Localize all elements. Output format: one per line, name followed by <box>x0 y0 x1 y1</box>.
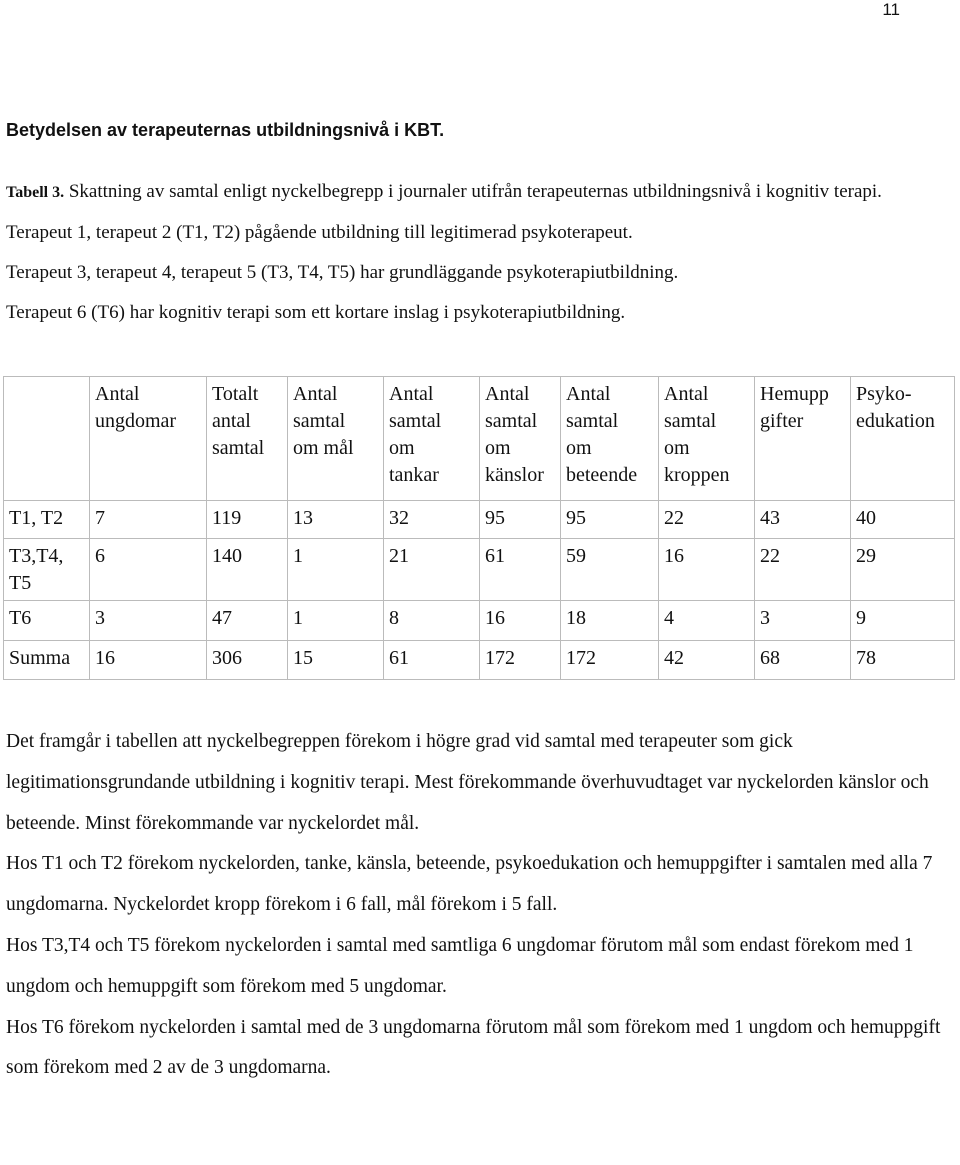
table-cell: 78 <box>851 641 955 680</box>
table-cell: 1 <box>288 601 384 641</box>
paragraph: Det framgår i tabellen att nyckelbegreppen förekom i högre grad vid samtal med terapeuter som gick legitimationsgrundande utbildning i kognitiv terapi. Mest förekommande överhuvudtaget var nyckelorden känslor och beteende. Minst förekommande var nyckelordet mål. <box>6 731 929 834</box>
row-label: T6 <box>4 601 90 641</box>
table-cell: 16 <box>480 601 561 641</box>
table-cell: 16 <box>659 539 755 601</box>
header-cell: Antal ungdomar <box>90 377 207 501</box>
table-cell: 95 <box>480 501 561 539</box>
page-number: 11 <box>882 0 900 19</box>
table-cell: 7 <box>90 501 207 539</box>
header-cell <box>4 377 90 501</box>
table-cell: 18 <box>561 601 659 641</box>
header-cell: Antal samtal om mål <box>288 377 384 501</box>
row-label: Summa <box>4 641 90 680</box>
paragraph: Hos T3,T4 och T5 förekom nyckelorden i samtal med samtliga 6 ungdomar förutom mål som endast förekom med 1 ungdom och hemuppgift som förekom med 5 ungdomar. <box>6 934 914 997</box>
table-cell: 43 <box>755 501 851 539</box>
paragraph: Hos T6 förekom nyckelorden i samtal med de 3 ungdomarna förutom mål som förekom med 1 ungdom och hemuppgift som förekom med 2 av de 3 ungdomarna. <box>6 1016 941 1079</box>
table-cell: 42 <box>659 641 755 680</box>
header-cell: Hemupp gifter <box>755 377 851 501</box>
paragraph: Hos T1 och T2 förekom nyckelorden, tanke, känsla, beteende, psykoedukation och hemuppgifter i samtalen med alla 7 ungdomarna. Nyckelordet kropp förekom i 6 fall, mål förekom i 5 fall. <box>6 853 933 916</box>
table-cell: 95 <box>561 501 659 539</box>
table-header-row <box>4 377 955 501</box>
table-cell: 3 <box>755 601 851 641</box>
row-label: T1, T2 <box>4 501 90 539</box>
table-cell: 22 <box>755 539 851 601</box>
table-cell: 61 <box>480 539 561 601</box>
header-cell: Psyko- edukation <box>851 377 955 501</box>
table-cell: 172 <box>561 641 659 680</box>
table-cell: 32 <box>384 501 480 539</box>
table-cell: 6 <box>90 539 207 601</box>
table-cell: 8 <box>384 601 480 641</box>
table-cell: 16 <box>90 641 207 680</box>
table-row <box>4 501 955 539</box>
table-caption <box>6 172 946 333</box>
table-cell: 119 <box>207 501 288 539</box>
table-cell: 22 <box>659 501 755 539</box>
table-cell: 21 <box>384 539 480 601</box>
table-cell: 1 <box>288 539 384 601</box>
table-cell: 47 <box>207 601 288 641</box>
table-cell: 306 <box>207 641 288 680</box>
table-cell: 59 <box>561 539 659 601</box>
table-cell: 15 <box>288 641 384 680</box>
caption-text: Skattning av samtal enligt nyckelbegrepp i journaler utifrån terapeuternas utbildningsnivå i kognitiv terapi. <box>64 181 882 202</box>
body-text <box>6 722 946 1089</box>
table-cell: 61 <box>384 641 480 680</box>
table-cell: 68 <box>755 641 851 680</box>
caption-label: Tabell 3. <box>6 184 65 201</box>
caption-line: Terapeut 1, terapeut 2 (T1, T2) pågående utbildning till legitimerad psykoterapeut. <box>6 222 633 243</box>
table-cell: 172 <box>480 641 561 680</box>
table-cell: 9 <box>851 601 955 641</box>
table-cell: 29 <box>851 539 955 601</box>
table-cell: 13 <box>288 501 384 539</box>
section-heading: Betydelsen av terapeuternas utbildningsnivå i KBT. <box>6 120 445 140</box>
header-cell: Antal samtal om kroppen <box>659 377 755 501</box>
table-row <box>4 641 955 680</box>
table-cell: 40 <box>851 501 955 539</box>
header-cell: Antal samtal om beteende <box>561 377 659 501</box>
header-cell: Totalt antal samtal <box>207 377 288 501</box>
table-cell: 4 <box>659 601 755 641</box>
caption-line: Terapeut 3, terapeut 4, terapeut 5 (T3, T4, T5) har grundläggande psykoterapiutbildning. <box>6 262 679 283</box>
row-label: T3,T4, T5 <box>4 539 90 601</box>
header-cell: Antal samtal om känslor <box>480 377 561 501</box>
table-row <box>4 539 955 601</box>
table-cell: 140 <box>207 539 288 601</box>
table-row <box>4 601 955 641</box>
results-table <box>3 376 955 680</box>
table-cell: 3 <box>90 601 207 641</box>
caption-line: Terapeut 6 (T6) har kognitiv terapi som ett kortare inslag i psykoterapiutbildning. <box>6 302 626 323</box>
header-cell: Antal samtal om tankar <box>384 377 480 501</box>
caption-title <box>6 172 946 213</box>
